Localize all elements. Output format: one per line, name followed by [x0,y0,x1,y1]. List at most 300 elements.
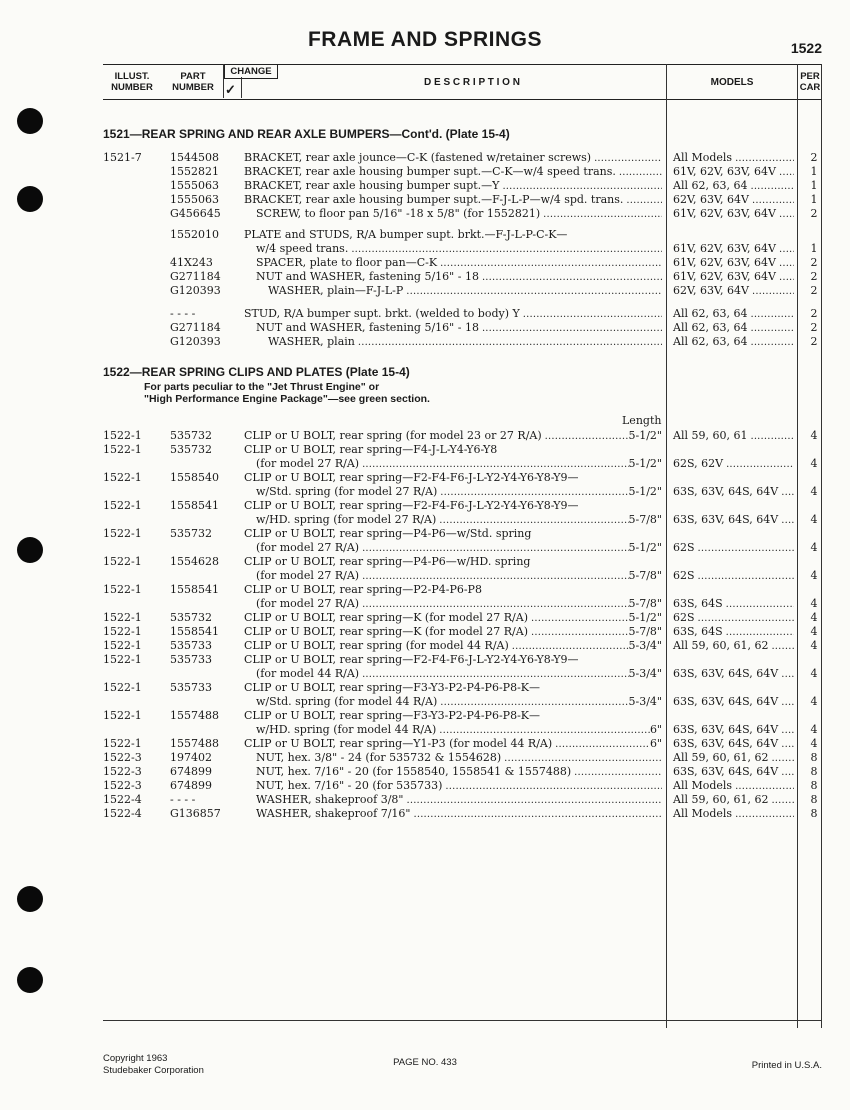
binder-hole [17,108,43,134]
description-text: WASHER, plain—F-J-L-P [268,284,404,297]
part-number: 674899 [170,765,212,778]
illust-number: 1522-1 [103,625,142,638]
part-description [244,751,662,766]
illust-number: 1522-1 [103,429,142,442]
models-text: 63S, 63V, 64S, 64V [673,695,779,708]
illust-number: 1522-1 [103,681,142,694]
leader-dots [735,807,794,822]
description-text: SPACER, plate to floor pan—C-K [256,256,438,269]
leader-dots [362,597,628,612]
section-title: 1522—REAR SPRING CLIPS AND PLATES (Plate 15-4) [103,365,410,379]
quantity-per-car: 2 [810,307,818,320]
models-text: 62S [673,541,695,554]
leader-dots [545,429,629,444]
header-part: PART NUMBER [172,71,214,93]
illust-number: 1522-1 [103,527,142,540]
table-row [0,513,850,527]
illust-number: 1522-1 [103,611,142,624]
column-rule [223,64,224,98]
table-row [0,569,850,583]
page-title: FRAME AND SPRINGS [307,28,543,51]
part-description [244,471,662,485]
table-row [0,499,850,513]
part-number: 1555063 [170,193,219,206]
part-description [244,179,662,194]
part-description [244,335,662,350]
quantity-per-car: 2 [810,207,818,220]
leader-dots [445,779,662,794]
leader-dots [619,165,662,180]
illust-number: 1522-1 [103,583,142,596]
illust-number: 1522-1 [103,555,142,568]
quantity-per-car: 2 [810,321,818,334]
part-number: - - - - [170,793,196,806]
models [673,569,798,584]
leader-dots [750,335,794,350]
models-text: 62V, 63V, 64V [673,193,749,206]
part-number: 1558541 [170,625,219,638]
part-description [244,165,662,180]
part-description [244,151,662,166]
part-number: 535732 [170,443,212,456]
quantity-per-car: 4 [810,737,818,750]
part-description [244,527,662,541]
quantity-per-car: 4 [810,625,818,638]
illust-number: 1522-3 [103,751,142,764]
part-description [244,793,662,808]
models-text: 63S, 63V, 64S, 64V [673,667,779,680]
part-description [244,625,662,640]
section-note: For parts peculiar to the "Jet Thrust Engine" or "High Performance Engine Package"—see green section. [144,381,430,405]
quantity-per-car: 8 [810,793,818,806]
models-text: 63S, 64S [673,597,723,610]
description-text: CLIP or U BOLT, rear spring—P4-P6—w/HD. spring [244,555,531,568]
quantity-per-car: 4 [810,597,818,610]
description-text: CLIP or U BOLT, rear spring—F2-F4-F6-J-L-Y2-Y4-Y6-Y8-Y9— [244,653,579,666]
leader-dots [440,256,662,271]
description-text: CLIP or U BOLT, rear spring (for model 23 or 27 R/A) [244,429,542,442]
illust-number: 1522-4 [103,793,142,806]
models-text: All Models [673,151,733,164]
models [673,695,798,710]
quantity-per-car: 1 [810,242,818,255]
leader-dots [440,695,628,710]
part-description [244,583,662,597]
description-text: CLIP or U BOLT, rear spring—Y1-P3 (for model 44 R/A) [244,737,553,750]
table-row [0,193,850,207]
description-text: CLIP or U BOLT, rear spring—P4-P6—w/Std. spring [244,527,532,540]
models [673,179,798,194]
description-text: SCREW, to floor pan 5/16" -18 x 5/8" (for 1552821) [256,207,541,220]
part-number: 1557488 [170,709,219,722]
models-text: 61V, 62V, 63V, 64V [673,242,776,255]
illust-number: 1522-1 [103,639,142,652]
models [673,270,798,285]
leader-dots [439,513,628,528]
copyright: Copyright 1963 Studebaker Corporation [103,1053,204,1076]
description-text: (for model 27 R/A) [256,597,360,610]
description-text: CLIP or U BOLT, rear spring—K (for model 27 R/A) [244,625,528,638]
part-description [244,429,662,444]
quantity-per-car: 4 [810,639,818,652]
table-row [0,681,850,695]
leader-dots [482,321,662,336]
description-text: WASHER, plain [268,335,355,348]
table-row [0,667,850,681]
part-number: 535733 [170,681,212,694]
length-value: 5-7/8" [628,569,662,582]
leader-dots [781,695,794,710]
models [673,513,798,528]
quantity-per-car: 8 [810,765,818,778]
part-description [244,270,662,285]
column-header [103,64,822,100]
leader-dots [779,242,794,257]
description-text: BRACKET, rear axle housing bumper supt.—F-J-L-P—w/4 spd. trans. [244,193,624,206]
part-description [244,569,662,584]
models [673,207,798,222]
models-text: All 59, 60, 61, 62 [673,639,769,652]
table-row [0,242,850,256]
part-description [244,709,662,723]
models-text: All 59, 60, 61, 62 [673,751,769,764]
part-description [244,779,662,794]
length-header: Length [622,414,662,427]
models-text: All Models [673,779,733,792]
quantity-per-car: 2 [810,151,818,164]
models [673,193,798,208]
leader-dots [362,569,628,584]
description-text: CLIP or U BOLT, rear spring—P2-P4-P6-P8 [244,583,482,596]
leader-dots [771,639,794,654]
table-row [0,541,850,555]
models-text: 63S, 63V, 64S, 64V [673,485,779,498]
description-text: CLIP or U BOLT, rear spring—F2-F4-F6-J-L-Y2-Y4-Y6-Y8-Y9— [244,499,579,512]
leader-dots [771,793,794,808]
models-text: All Models [673,807,733,820]
models-text: 63S, 63V, 64S, 64V [673,723,779,736]
table-row [0,611,850,625]
models [673,321,798,336]
table-row [0,284,850,298]
part-number: G271184 [170,270,221,283]
table-row [0,653,850,667]
table-row [0,179,850,193]
quantity-per-car: 4 [810,513,818,526]
quantity-per-car: 2 [810,284,818,297]
description-text: WASHER, shakeproof 3/8" [256,793,404,806]
description-text: CLIP or U BOLT, rear spring—F4-J-L-Y4-Y6-Y8 [244,443,498,456]
part-description [244,695,662,710]
description-text: (for model 44 R/A) [256,667,360,680]
part-number: - - - - [170,307,196,320]
quantity-per-car: 2 [810,256,818,269]
models [673,807,798,822]
leader-dots [504,751,662,766]
models [673,165,798,180]
part-description [244,667,662,682]
table-row [0,228,850,242]
part-description [244,639,662,654]
part-description [244,513,662,528]
part-number: 41X243 [170,256,213,269]
description-text: NUT and WASHER, fastening 5/16" - 18 [256,321,479,334]
table-row [0,695,850,709]
length-value: 6" [649,723,662,736]
table-row [0,207,850,221]
part-number: 535733 [170,653,212,666]
description-text: CLIP or U BOLT, rear spring (for model 44 R/A) [244,639,509,652]
illust-number: 1522-3 [103,765,142,778]
change-check-icon: ✓ [225,81,236,97]
models [673,723,798,738]
leader-dots [735,779,794,794]
part-number: 1544508 [170,151,219,164]
part-description [244,597,662,612]
table-row [0,723,850,737]
table-row [0,335,850,349]
leader-dots [781,667,794,682]
models [673,625,798,640]
part-description [244,307,662,322]
description-text: w/Std. spring (for model 44 R/A) [256,695,438,708]
description-text: NUT, hex. 7/16" - 20 (for 535733) [256,779,443,792]
models [673,307,798,322]
part-description [244,681,662,695]
leader-dots [531,611,629,626]
table-row [0,709,850,723]
table-row [0,555,850,569]
models [673,485,798,500]
leader-dots [406,284,662,299]
description-text: (for model 27 R/A) [256,457,360,470]
part-description [244,499,662,513]
leader-dots [555,737,650,752]
models [673,457,798,472]
models [673,737,798,752]
leader-dots [750,429,794,444]
models [673,667,798,682]
length-value: 5-1/2" [628,541,662,554]
part-description [244,765,662,780]
illust-number: 1522-1 [103,653,142,666]
table-row [0,779,850,793]
table-row [0,321,850,335]
leader-dots [698,541,794,556]
part-number: 1555063 [170,179,219,192]
table-row [0,270,850,284]
quantity-per-car: 1 [810,179,818,192]
table-row [0,151,850,165]
leader-dots [750,307,794,322]
table-row [0,807,850,821]
table-row [0,443,850,457]
part-number: 535732 [170,527,212,540]
description-text: BRACKET, rear axle housing bumper supt.—C-K—w/4 speed trans. [244,165,616,178]
models [673,779,798,794]
description-text: BRACKET, rear axle jounce—C-K (fastened w/retainer screws) [244,151,592,164]
leader-dots [574,765,662,780]
part-number: 1558541 [170,583,219,596]
leader-dots [771,751,794,766]
printed-in: Printed in U.S.A. [751,1060,822,1071]
models [673,256,798,271]
part-number: G120393 [170,335,221,348]
models-text: All 62, 63, 64 [673,321,748,334]
table-row [0,457,850,471]
quantity-per-car: 4 [810,667,818,680]
models-text: 63S, 63V, 64S, 64V [673,513,779,526]
quantity-per-car: 1 [810,165,818,178]
part-number: 197402 [170,751,212,764]
models [673,765,798,780]
description-text: NUT and WASHER, fastening 5/16" - 18 [256,270,479,283]
models [673,639,798,654]
quantity-per-car: 4 [810,541,818,554]
models-text: 63S, 64S [673,625,723,638]
length-value: 6" [649,737,662,750]
header-change: CHANGE [224,64,278,79]
illust-number: 1522-1 [103,443,142,456]
leader-dots [726,457,794,472]
part-description [244,653,662,667]
part-description [244,807,662,822]
table-bottom-rule [103,1020,822,1021]
table-row [0,597,850,611]
leader-dots [512,639,629,654]
leader-dots [726,597,794,612]
header-description: D E S C R I P T I O N [424,76,520,88]
part-description [244,228,662,242]
description-text: NUT, hex. 7/16" - 20 (for 1558540, 1558541 & 1557488) [256,765,572,778]
leader-dots [543,207,662,222]
part-number: 1557488 [170,737,219,750]
leader-dots [781,737,794,752]
part-number: 674899 [170,779,212,792]
leader-dots [482,270,662,285]
models-text: 62S [673,611,695,624]
models [673,151,798,166]
models [673,611,798,626]
part-number: 535733 [170,639,212,652]
length-value: 5-1/2" [628,611,662,624]
quantity-per-car: 2 [810,270,818,283]
description-text: w/HD. spring (for model 44 R/A) [256,723,437,736]
column-rule [241,77,242,98]
table-row [0,485,850,499]
part-description [244,555,662,569]
table-row [0,471,850,485]
part-description [244,541,662,556]
length-value: 5-7/8" [628,513,662,526]
quantity-per-car: 4 [810,457,818,470]
quantity-per-car: 2 [810,335,818,348]
part-description [244,284,662,299]
models-text: All 62, 63, 64 [673,307,748,320]
part-description [244,207,662,222]
part-description [244,321,662,336]
description-text: (for model 27 R/A) [256,541,360,554]
leader-dots [362,667,628,682]
part-description [244,485,662,500]
models-text: All 62, 63, 64 [673,335,748,348]
table-row [0,765,850,779]
illust-number: 1522-4 [103,807,142,820]
part-number: 535732 [170,611,212,624]
part-number: 1558541 [170,499,219,512]
part-number: G136857 [170,807,221,820]
models-text: 61V, 62V, 63V, 64V [673,256,776,269]
leader-dots [698,611,794,626]
leader-dots [779,270,794,285]
part-description [244,737,662,752]
leader-dots [752,284,794,299]
length-value: 5-1/2" [628,457,662,470]
table-row [0,583,850,597]
illust-number: 1522-1 [103,499,142,512]
leader-dots [726,625,794,640]
illust-number: 1522-3 [103,779,142,792]
leader-dots [531,625,629,640]
leader-dots [406,793,662,808]
leader-dots [781,765,794,780]
part-description [244,723,662,738]
binder-hole [17,886,43,912]
leader-dots [362,541,628,556]
models-text: 63S, 63V, 64S, 64V [673,737,779,750]
leader-dots [781,513,794,528]
models [673,429,798,444]
table-row [0,165,850,179]
models-text: All 62, 63, 64 [673,179,748,192]
table-row [0,307,850,321]
models-text: 61V, 62V, 63V, 64V [673,207,776,220]
leader-dots [750,179,794,194]
models [673,597,798,612]
table-row [0,639,850,653]
length-value: 5-3/4" [628,639,662,652]
page-number: 1522 [790,40,822,56]
table-row [0,737,850,751]
table-row [0,527,850,541]
leader-dots [750,321,794,336]
description-text: w/HD. spring (for model 27 R/A) [256,513,437,526]
part-description [244,611,662,626]
part-number: G456645 [170,207,221,220]
models-text: 61V, 62V, 63V, 64V [673,165,776,178]
models [673,541,798,556]
leader-dots [440,485,628,500]
description-text: CLIP or U BOLT, rear spring—F3-Y3-P2-P4-P6-P8-K— [244,681,541,694]
header-illust: ILLUST. NUMBER [111,71,153,93]
part-number: 1552821 [170,165,219,178]
part-description [244,457,662,472]
leader-dots [779,165,794,180]
models-text: 62V, 63V, 64V [673,284,749,297]
leader-dots [781,485,794,500]
models-text: 61V, 62V, 63V, 64V [673,270,776,283]
table-row [0,793,850,807]
quantity-per-car: 4 [810,695,818,708]
footer-page-number: PAGE NO. 433 [393,1057,457,1068]
quantity-per-car: 4 [810,611,818,624]
description-text: (for model 27 R/A) [256,569,360,582]
description-text: CLIP or U BOLT, rear spring—F2-F4-F6-J-L-Y2-Y4-Y6-Y8-Y9— [244,471,579,484]
description-text: WASHER, shakeproof 7/16" [256,807,411,820]
leader-dots [439,723,650,738]
leader-dots [781,723,794,738]
length-value: 5-3/4" [628,695,662,708]
